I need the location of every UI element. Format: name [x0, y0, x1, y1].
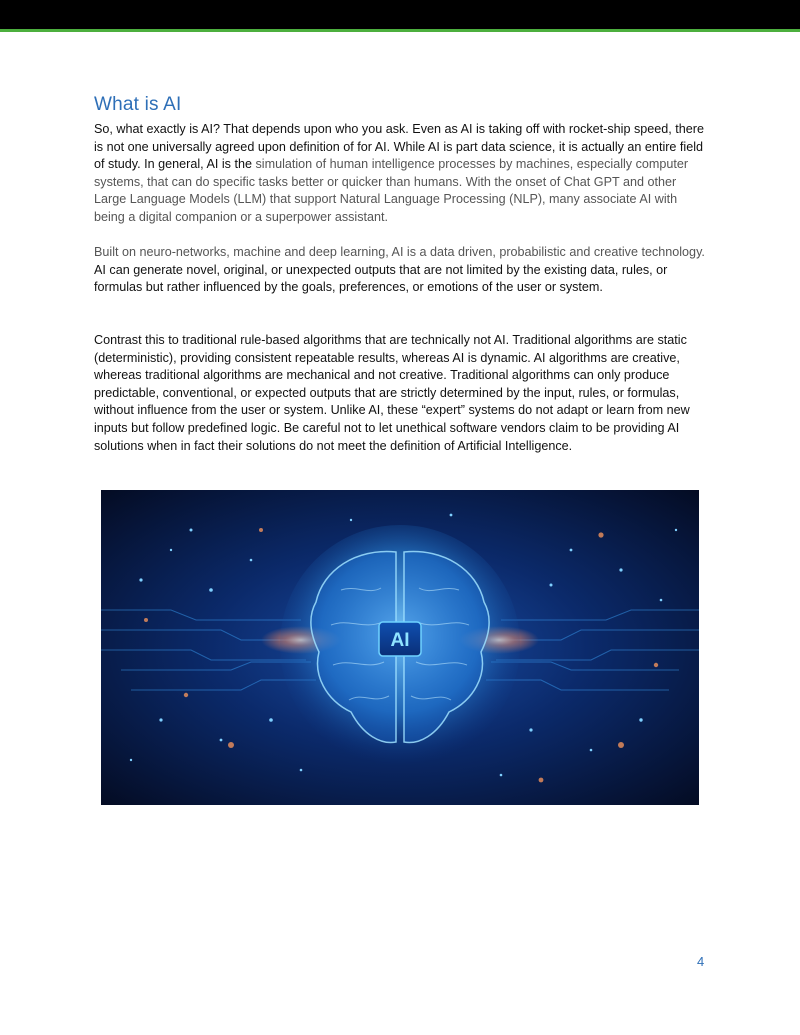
paragraph-2-highlight: Built on neuro-networks, machine and deep learning, AI is a data driven, probabilistic and creative technology. — [94, 245, 705, 259]
ai-chip-label: AI — [390, 630, 410, 651]
section-title: What is AI — [94, 94, 182, 115]
paragraph-2-text: AI can generate novel, original, or unexpected outputs that are not limited by the existing data, rules, or formulas but rather influenced by the goals, preferences, or emotions of the user or system. — [94, 262, 668, 295]
page-number: 4 — [697, 954, 705, 969]
header-bar — [0, 0, 800, 29]
ai-chip — [379, 622, 421, 656]
header-accent-line — [0, 29, 800, 32]
ai-brain-image — [101, 490, 699, 805]
paragraph-3: Contrast this to traditional rule-based algorithms that are technically not AI. Traditional algorithms are static (deterministic), providing consistent repeatable results, whereas AI is dynamic. AI algorithms are creative, whereas traditional algorithms are mechanical and not creative. Traditional algorithms can only produce predictable, conventional, or expected outputs that are strictly determined by the input, rules, or formulas, without influence from the user or system. Unlike AI, these “expert” systems do not adapt or learn from new inputs but follow predefined logic. Be careful not to let unethical software vendors claim to be providing AI solutions when in fact their solutions do not meet the definition of Artificial Intelligence. — [94, 333, 690, 453]
paragraph-1-highlight: simulation of human intelligence processes by machines, especially computer systems, that can do specific tasks better or quicker than humans. With the onset of Chat GPT and other Large Language Models (LLM) that support Natural Language Processing (NLP), many associate AI with being a digital companion or a superpower assistant. — [94, 157, 689, 224]
paragraph-1-text: So, what exactly is AI? That depends upon who you ask. Even as AI is taking off with rocket-ship speed, there is not one universally agreed upon definition of for AI. While AI is part data science, it is actually an entire field of study. In general, AI is the — [94, 122, 704, 172]
ai-brain-illustration — [101, 490, 699, 805]
paragraph-1 — [94, 121, 706, 227]
paragraph-2 — [94, 244, 706, 297]
